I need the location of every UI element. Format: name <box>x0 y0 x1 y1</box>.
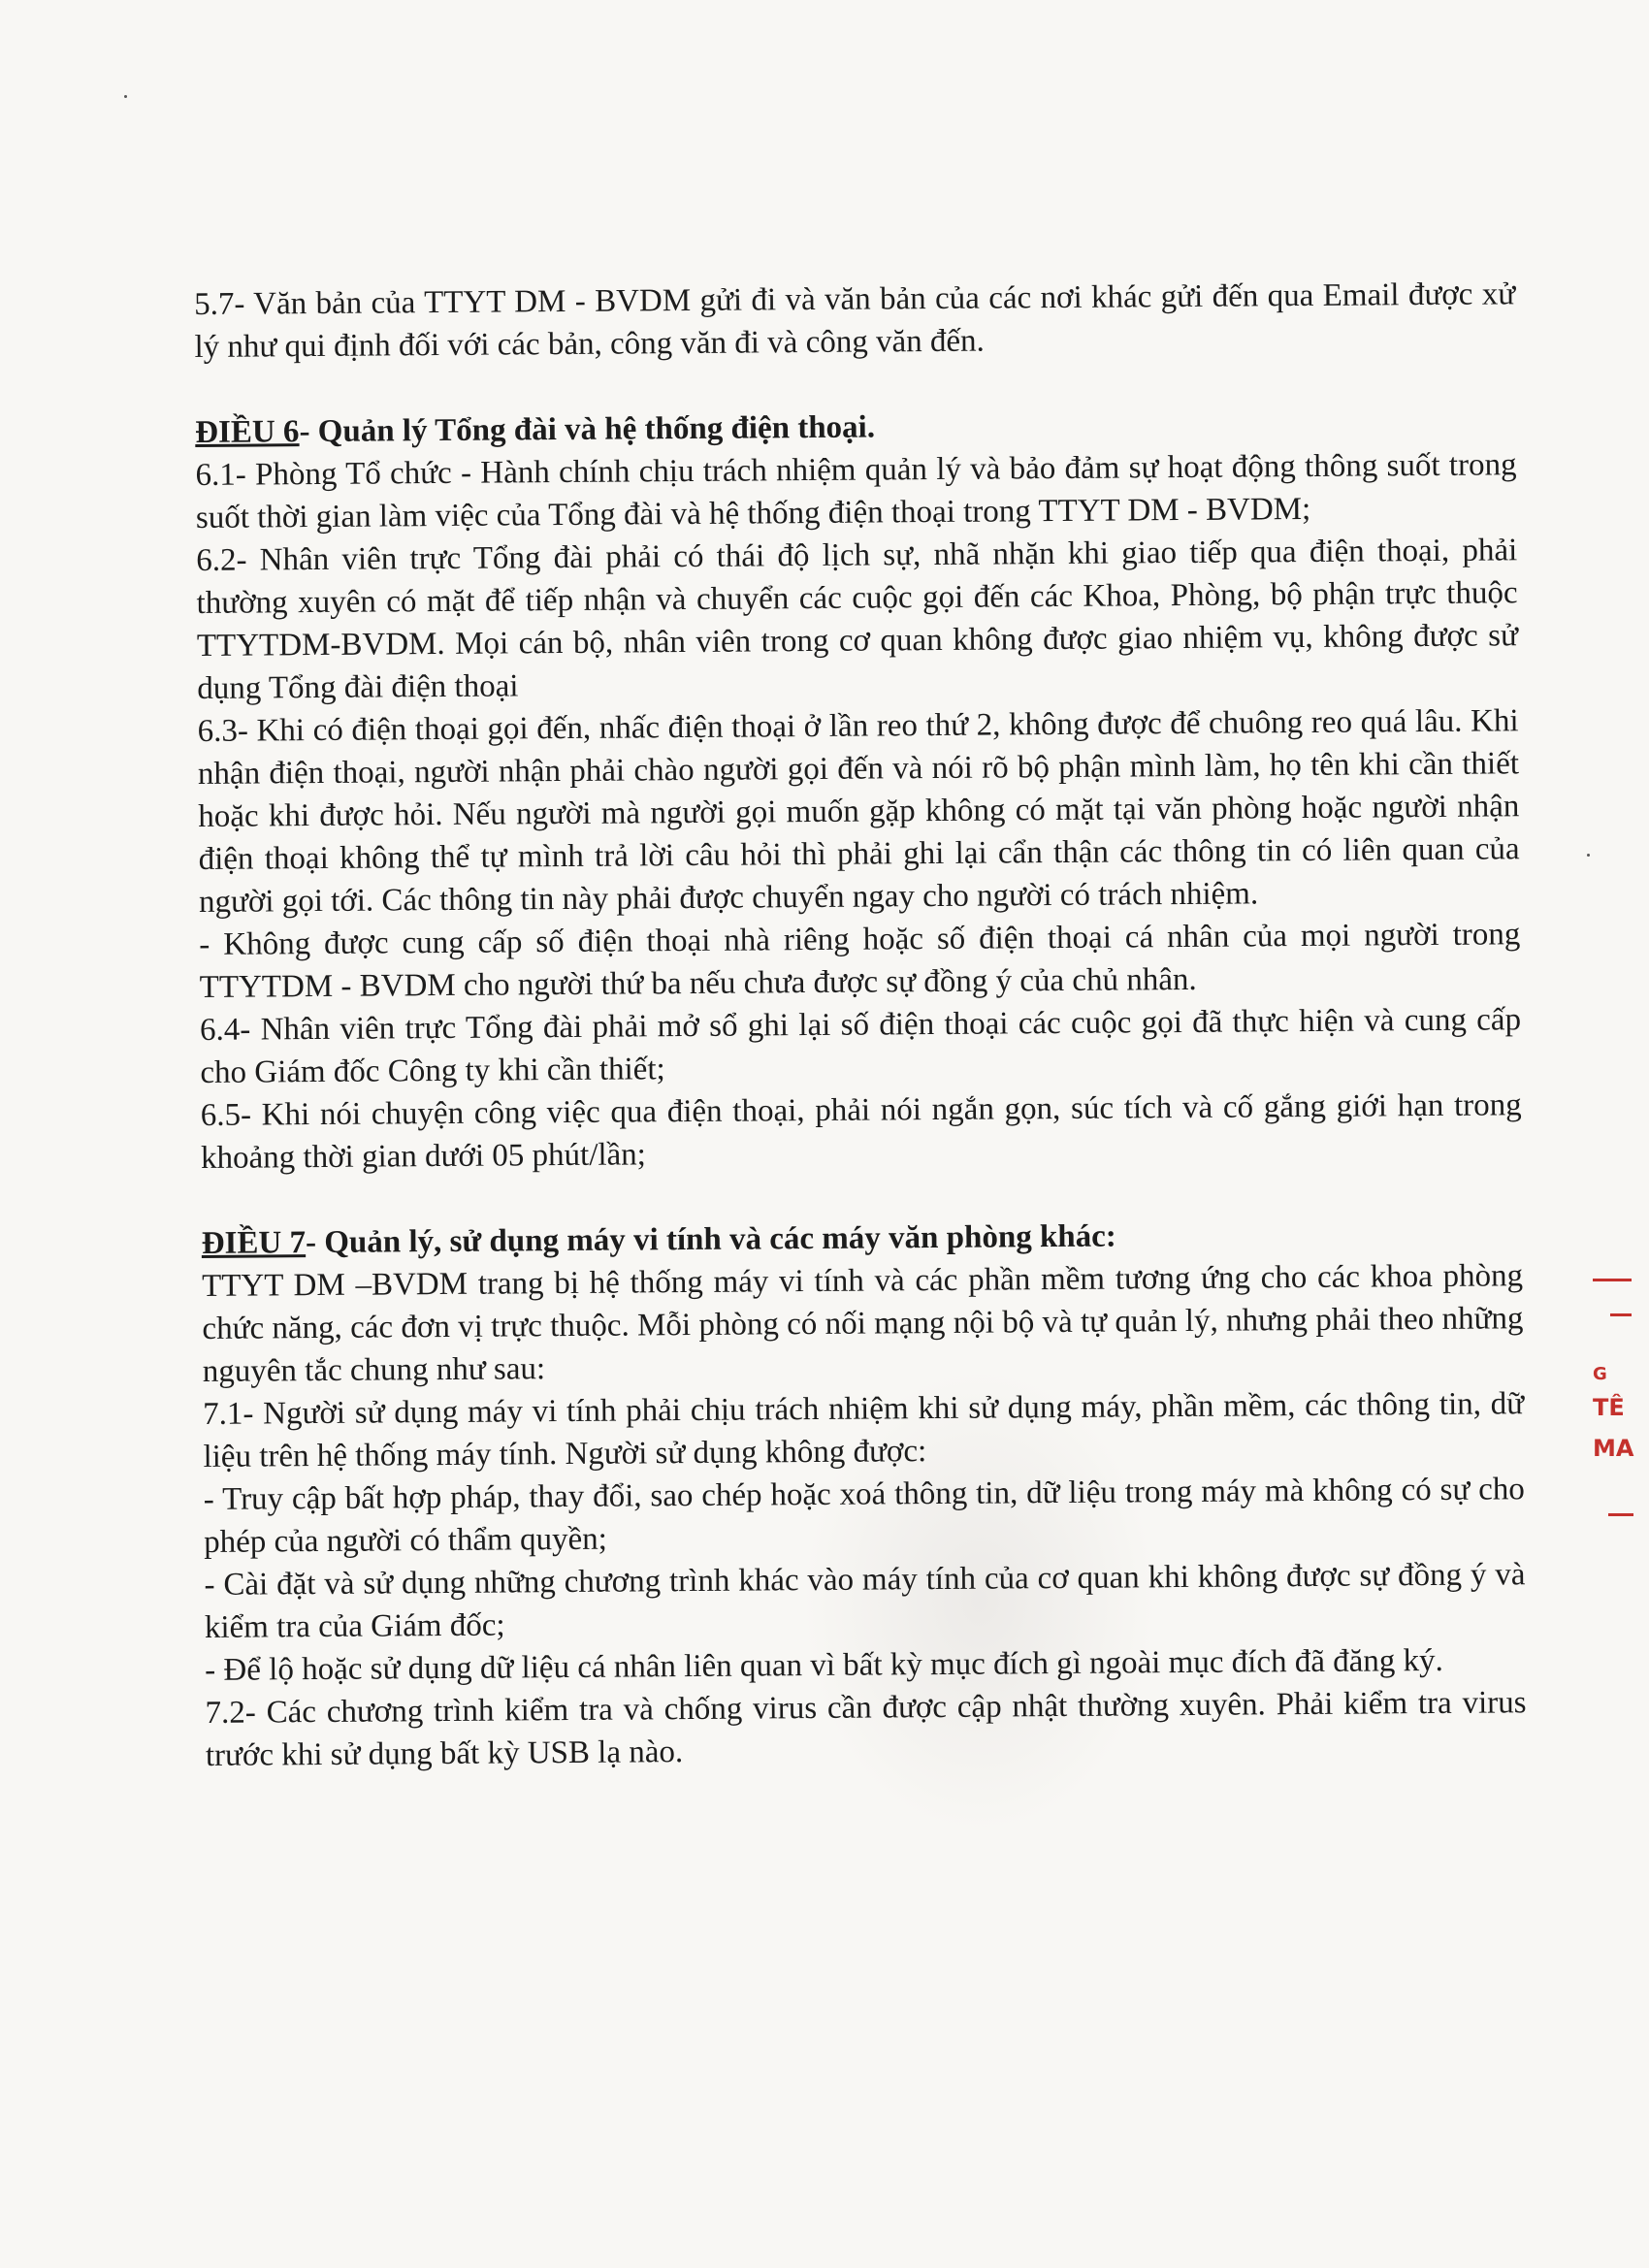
paragraph-6-5: 6.5- Khi nói chuyện công việc qua điện thoại, phải nói ngắn gọn, súc tích và cố gắng giới hạn trong khoảng thời gian dưới 05 phút/lần; <box>200 1087 1522 1176</box>
scan-speck <box>1587 854 1590 857</box>
paragraph-7-1-c: - Để lộ hoặc sử dụng dữ liệu cá nhân liên quan vì bất kỳ mục đích gì ngoài mục đích đã đăng ký. <box>205 1642 1443 1688</box>
paragraph-6-3: 6.3- Khi có điện thoại gọi đến, nhấc điện thoại ở lần reo thứ 2, không được để chuông reo quá lâu. Khi nhận điện thoại, người nhận phải chào người gọi đến và nói rõ bộ phận mình làm, họ tên khi cần thiết hoặc khi được hỏi. Nếu người mà người gọi muốn gặp không có mặt tại văn phòng hoặc người nhận điện thoại không thể tự mình trả lời câu hỏi thì phải ghi lại cẩn thận các thông tin có liên quan của người gọi tới. Các thông tin này phải được chuyển ngay cho người có trách nhiệm. <box>197 703 1520 920</box>
paragraph-7-1-a: - Truy cập bất hợp pháp, thay đổi, sao chép hoặc xoá thông tin, dữ liệu trong máy mà không có sự cho phép của người có thẩm quyền; <box>203 1472 1525 1560</box>
article-7-number: ĐIỀU 7 <box>201 1225 307 1261</box>
paragraph-7-2: 7.2- Các chương trình kiểm tra và chống virus cần được cập nhật thường xuyên. Phải kiểm tra virus trước khi sử dụng bất kỳ USB lạ nào. <box>205 1685 1527 1773</box>
paragraph-6-3-bullet: - Không được cung cấp số điện thoại nhà riêng hoặc số điện thoại cá nhân của mọi người trong TTYTDM - BVDM cho người thứ ba nếu chưa được sự đồng ý của chủ nhân. <box>199 917 1521 1005</box>
paragraph-5-7: 5.7- Văn bản của TTYT DM - BVDM gửi đi và văn bản của các nơi khác gửi đến qua Email được xử lý như qui định đối với các bản, công văn đi và công văn đến. <box>194 276 1516 365</box>
article-6-number: ĐIỀU 6 <box>195 414 300 450</box>
article-6-title: - Quản lý Tổng đài và hệ thống điện thoại. <box>299 409 876 450</box>
stamp-text-1: G <box>1593 1364 1607 1384</box>
partial-red-stamp <box>1587 1271 1635 1542</box>
paragraph-6-2: 6.2- Nhân viên trực Tổng đài phải có thái độ lịch sự, nhã nhặn khi giao tiếp qua điện thoại, phải thường xuyên có mặt để tiếp nhận và chuyển các cuộc gọi đến các Khoa, Phòng, bộ phận trực thuộc TTYTDM-BVDM. Mọi cán bộ, nhân viên trong cơ quan không được giao nhiệm vụ, không được sử dụng Tổng đài điện thoại <box>196 533 1519 706</box>
paragraph-7-intro: TTYT DM –BVDM trang bị hệ thống máy vi tính và các phần mềm tương ứng cho các khoa phòng chức năng, các đơn vị trực thuộc. Mỗi phòng có nối mạng nội bộ và tự quản lý, nhưng phải theo những nguyên tắc chung như sau: <box>201 1258 1524 1389</box>
paragraph-6-1: 6.1- Phòng Tổ chức - Hành chính chịu trách nhiệm quản lý và bảo đảm sự hoạt động thông suốt trong suốt thời gian làm việc của Tổng đài và hệ thống điện thoại trong TTYT DM - BVDM; <box>195 447 1517 535</box>
article-7-title: - Quản lý, sử dụng máy vi tính và các máy văn phòng khác: <box>305 1218 1116 1261</box>
paragraph-7-1: 7.1- Người sử dụng máy vi tính phải chịu trách nhiệm khi sử dụng máy, phần mềm, các thông tin, dữ liệu trên hệ thống máy tính. Người sử dụng không được: <box>203 1386 1525 1474</box>
document-body <box>194 273 1527 1777</box>
stamp-text-2: TÊ <box>1593 1394 1625 1421</box>
paragraph-6-4: 6.4- Nhân viên trực Tổng đài phải mở sổ ghi lại số điện thoại các cuộc gọi đã thực hiện và cung cấp cho Giám đốc Công ty khi cần thiết; <box>199 1002 1522 1090</box>
paragraph-7-1-b: - Cài đặt và sử dụng những chương trình khác vào máy tính của cơ quan khi không được sự đồng ý và kiểm tra của Giám đốc; <box>204 1557 1526 1645</box>
stamp-text-3: MA <box>1593 1435 1634 1462</box>
scan-speck <box>124 95 127 98</box>
